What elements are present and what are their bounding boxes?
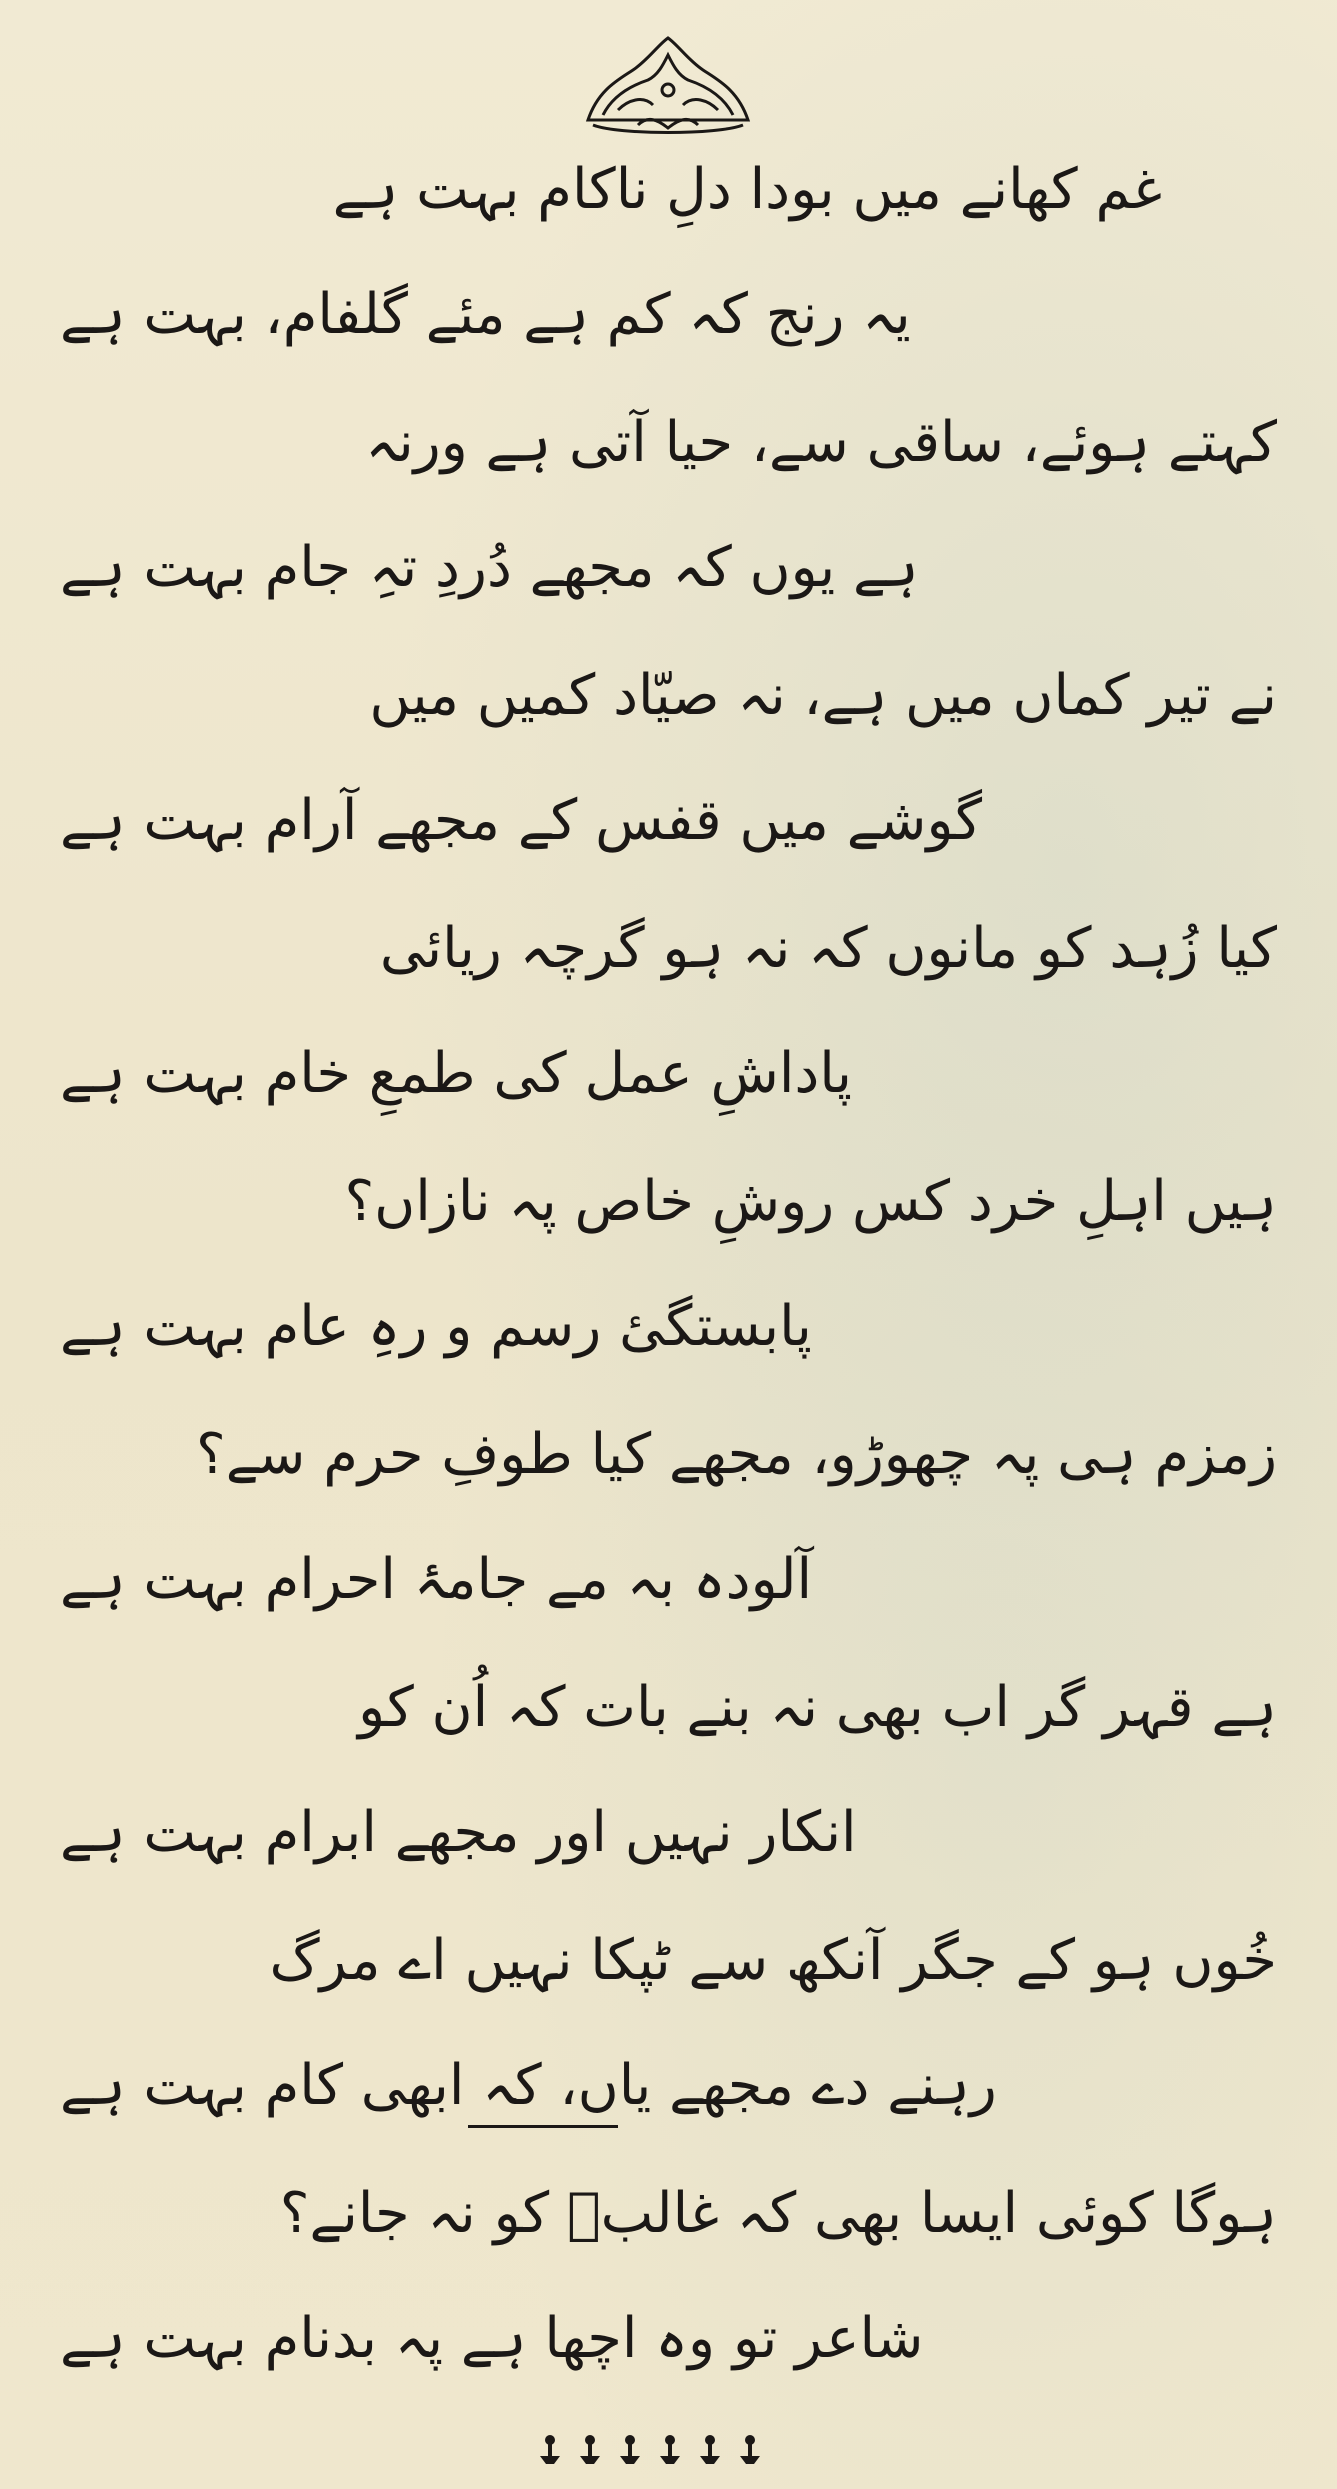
couplet bbox=[60, 904, 1277, 1157]
verse-line: ہے قہر گر اب بھی نہ بنے بات کہ اُن کو bbox=[358, 1675, 1277, 1740]
verse-line: شاعر تو وہ اچھا ہے پہ بدنام بہت ہے bbox=[60, 2306, 924, 2371]
fleuron-row-icon bbox=[530, 2430, 780, 2470]
floral-ornament-icon bbox=[578, 30, 758, 140]
verse-line: ہوگا کوئی ایسا بھی کہ غالبؔ کو نہ جانے؟ bbox=[279, 2181, 1277, 2246]
verse-line: غم کھانے میں بودا دلِ ناکام بہت ہے bbox=[332, 157, 1162, 222]
verse-line: آلودہ بہ مے جامۂ احرام بہت ہے bbox=[60, 1547, 813, 1612]
verse-line: ہے یوں کہ مجھے دُردِ تہِ جام بہت ہے bbox=[60, 535, 919, 600]
couplet bbox=[60, 2169, 1277, 2422]
verse-line: پاداشِ عمل کی طمعِ خام بہت ہے bbox=[60, 1041, 852, 1106]
couplet bbox=[60, 651, 1277, 904]
verse-line: یہ رنج کہ کم ہے مئے گلفام، بہت ہے bbox=[60, 282, 911, 347]
verse-line: انکار نہیں اور مجھے ابرام بہت ہے bbox=[60, 1800, 857, 1865]
verse-line: ہیں اہلِ خرد کس روشِ خاص پہ نازاں؟ bbox=[344, 1169, 1277, 1234]
verse-line: گوشے میں قفس کے مجھے آرام بہت ہے bbox=[60, 788, 983, 853]
couplet bbox=[60, 1663, 1277, 1916]
verse-line: رہنے دے مجھے یاں، کہ ابھی کام بہت ہے bbox=[60, 2053, 997, 2118]
couplet bbox=[60, 145, 1277, 398]
verse-line: خُوں ہو کے جگر آنکھ سے ٹپکا نہیں اے مرگ bbox=[269, 1928, 1277, 1993]
couplet bbox=[60, 1410, 1277, 1663]
ghazal bbox=[60, 145, 1277, 2425]
verse-line: کیا زُہد کو مانوں کہ نہ ہو گرچہ ریائی bbox=[379, 916, 1277, 981]
couplet bbox=[60, 1157, 1277, 1410]
couplet bbox=[60, 1916, 1277, 2169]
couplet bbox=[60, 398, 1277, 651]
verse-line: پابستگیٔ رسم و رہِ عام بہت ہے bbox=[60, 1294, 812, 1359]
verse-line: زمزم ہی پہ چھوڑو، مجھے کیا طوفِ حرم سے؟ bbox=[195, 1422, 1277, 1487]
takhallus-overline bbox=[468, 2125, 618, 2128]
verse-line: نے تیر کماں میں ہے، نہ صیّاد کمیں میں bbox=[369, 663, 1277, 728]
verse-line: کہتے ہوئے، ساقی سے، حیا آتی ہے ورنہ bbox=[365, 410, 1277, 475]
